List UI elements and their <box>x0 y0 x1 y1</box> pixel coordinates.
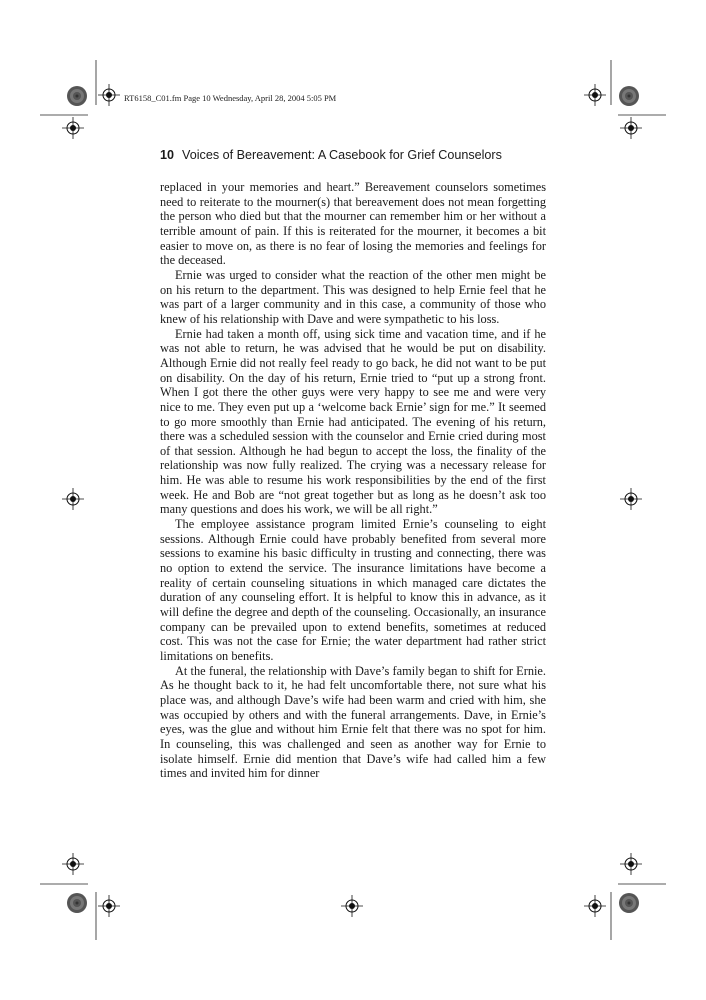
registration-target-icon <box>62 117 84 139</box>
registration-target-icon <box>62 488 84 510</box>
registration-target-icon <box>62 853 84 875</box>
calibration-circle-icon <box>618 892 640 914</box>
registration-target-icon <box>620 488 642 510</box>
registration-target-icon <box>584 84 606 106</box>
book-title: Voices of Bereavement: A Casebook for Grief Counselors <box>182 148 502 162</box>
calibration-circle-icon <box>66 85 88 107</box>
registration-target-icon <box>98 84 120 106</box>
paragraph: replaced in your memories and heart.” Bereavement counselors sometimes need to reiterate to the mourner(s) that bereavement does not mean forgetting the person who died but that the mourner can remember him or her without a terrible amount of pain. If this is reiterated for the mourner, it becomes a bit easier to move on, as there is no fear of losing the memories and feelings for the deceased. <box>160 180 546 268</box>
page-number: 10 <box>160 148 175 162</box>
paragraph: At the funeral, the relationship with Dave’s family began to shift for Ernie. As he thought back to it, he had felt uncomfortable there, not sure what his place was, and although Dave’s wife had been warm and cried with him, she was occupied by others and with the funeral arrangements. Dave, in Ernie’s eyes, was the glue and without him Ernie felt that there was no spot for him. In counseling, this was challenged and seen as another way for Ernie to isolate himself. Ernie did mention that Dave’s wife had called him a few times and invited him for dinner <box>160 663 546 781</box>
paragraph: Ernie was urged to consider what the reaction of the other men might be on his return to the department. This was designed to help Ernie feel that he was part of a larger community and in this case, a community of those who knew of his relationship with Dave and were sympathetic to his loss. <box>160 267 546 326</box>
registration-target-icon <box>584 895 606 917</box>
calibration-circle-icon <box>618 85 640 107</box>
registration-target-icon <box>341 895 363 917</box>
slug-line: RT6158_C01.fm Page 10 Wednesday, April 28, 2004 5:05 PM <box>124 93 337 103</box>
registration-target-icon <box>620 853 642 875</box>
registration-target-icon <box>620 117 642 139</box>
paragraph: Ernie had taken a month off, using sick time and vacation time, and if he was not able to return, he was advised that he would be put on disability. Although Ernie did not really feel ready to go back, he did not want to be put on disability. On the day of his return, Ernie tried to “put up a strong front. When I got there the other guys were very happy to see me and were very nice to me. They even put up a ‘welcome back Ernie’ sign for me.” It seemed to go more smoothly than Ernie had anticipated. The evening of his return, there was a scheduled session with the counselor and Ernie cried during most of that session. Although he had begun to accept the loss, the finality of the relationship was now fully realized. The crying was a necessary release for him. He was able to resume his work responsibilities by the end of the first week. He and Bob are “not great together but as long as he doesn’t ask too many questions and does his work, we will be all right.” <box>160 326 546 517</box>
paragraph: The employee assistance program limited Ernie’s counseling to eight sessions. Although Ernie could have probably benefited from several more sessions to examine his basic difficulty in trusting and connecting, there was no option to extend the service. The insurance limitations have become a reality of certain counseling situations in which managed care dictates the duration of any counseling effort. It is helpful to know this in advance, as it will define the degree and depth of the counseling. Occasionally, an insurance company can be prevailed upon to extend benefits, sometimes at reduced cost. This was not the case for Ernie; the water department had rather strict limitations on benefits. <box>160 517 546 663</box>
calibration-circle-icon <box>66 892 88 914</box>
registration-target-icon <box>98 895 120 917</box>
